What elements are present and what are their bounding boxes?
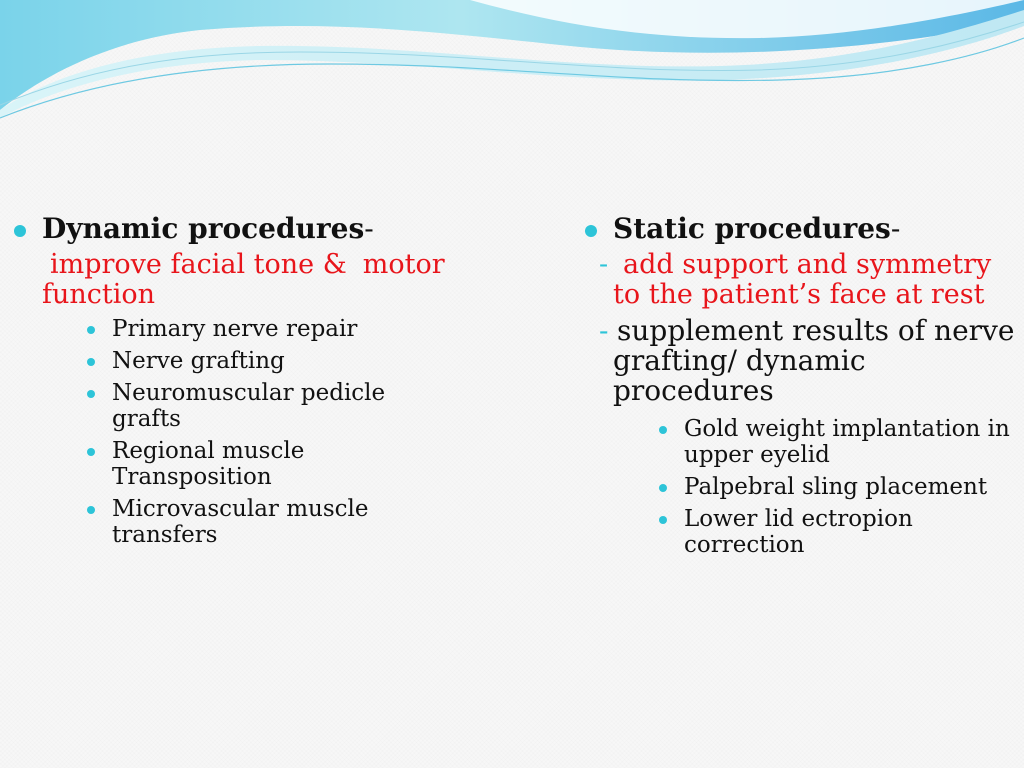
list-item-text: Palpebral sling placement: [684, 474, 988, 500]
list-item: [580, 474, 1020, 500]
list-item: [580, 416, 1020, 468]
desc-part-3: function: [42, 279, 156, 310]
bullet-dot-icon: [659, 516, 667, 524]
bullet-dot-icon: [87, 326, 95, 334]
list-item: [10, 438, 480, 490]
bullet-dot-icon: [87, 390, 95, 398]
bullet-dot-icon: [87, 506, 95, 514]
header-wave-decoration: [0, 0, 1024, 130]
list-item: [10, 316, 480, 342]
desc1-line1: add support and symmetry: [623, 249, 992, 280]
bullet-dot-icon: [659, 484, 667, 492]
bullet-dot-icon: [87, 358, 95, 366]
list-item-text: Nerve grafting: [112, 348, 285, 374]
static-procedures-list: [580, 416, 1020, 558]
heading-dash: -: [890, 212, 901, 245]
bullet-dot-icon: [585, 225, 597, 237]
list-item: [580, 506, 1020, 558]
list-item-text: Lower lid ectropion: [684, 506, 913, 532]
bullet-dot-icon: [87, 448, 95, 456]
static-procedures-description-1: [580, 250, 1020, 310]
dynamic-procedures-list: [10, 316, 480, 548]
list-item-text-cont: correction: [684, 532, 805, 558]
desc-part-2: motor: [362, 249, 445, 280]
dynamic-procedures-description: [42, 250, 462, 310]
static-procedures-bullet: [580, 214, 1020, 244]
bullet-dot-icon: [659, 426, 667, 434]
desc2-line2: grafting/ dynamic procedures: [613, 344, 866, 407]
list-item-text: Regional muscle: [112, 438, 305, 464]
list-item-text-cont: grafts: [112, 406, 181, 432]
list-item: [10, 496, 480, 548]
list-item: [10, 380, 480, 432]
list-item-text-cont: Transposition: [112, 464, 272, 490]
dash-marker: -: [599, 249, 609, 280]
static-procedures-description-2: [580, 316, 1020, 406]
dash-marker: -: [599, 314, 609, 347]
desc-part-1: improve facial tone &: [50, 249, 347, 280]
bullet-dot-icon: [14, 225, 26, 237]
list-item: [10, 348, 480, 374]
list-item-text: Gold weight implantation in: [684, 416, 1010, 442]
right-column: [580, 214, 1020, 564]
list-item-text: Neuromuscular pedicle: [112, 380, 386, 406]
desc1-line2: to the patient’s face at rest: [613, 279, 985, 310]
heading-dash: -: [364, 212, 374, 245]
list-item-text: Primary nerve repair: [112, 316, 358, 342]
dynamic-procedures-heading: Dynamic procedures: [42, 212, 365, 245]
dynamic-procedures-bullet: [10, 214, 480, 244]
static-procedures-heading: Static procedures: [613, 212, 891, 245]
left-column: [10, 214, 480, 554]
desc2-line1: supplement results of nerve: [617, 314, 1015, 347]
list-item-text-cont: transfers: [112, 522, 218, 548]
list-item-text-cont: upper eyelid: [684, 442, 830, 468]
list-item-text: Microvascular muscle: [112, 496, 369, 522]
